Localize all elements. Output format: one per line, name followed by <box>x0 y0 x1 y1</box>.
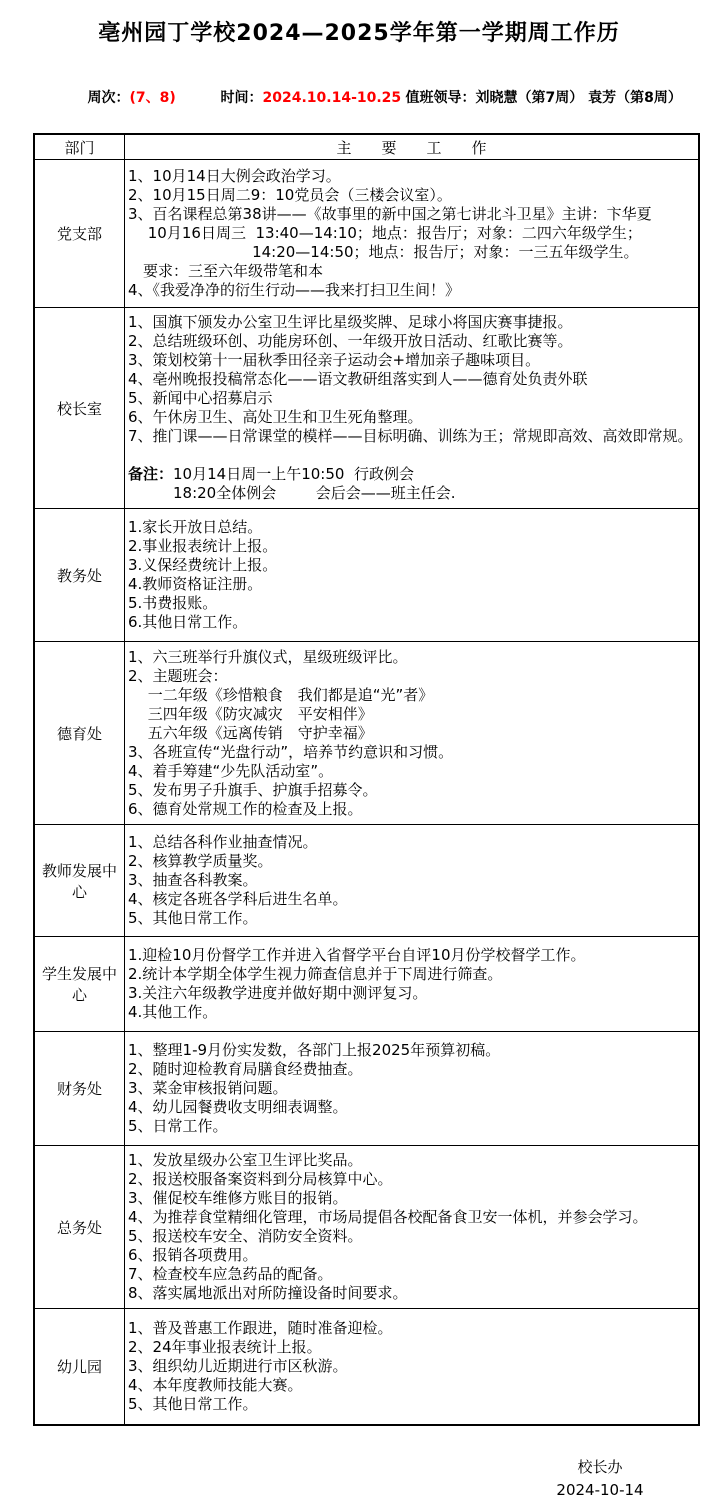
work-line: 4、着手筹建“少先队活动室”。 <box>128 761 334 780</box>
work-table <box>33 133 700 1426</box>
work-line: 3、菜金审核报销问题。 <box>128 1079 288 1097</box>
dept-cell: 教务处 <box>34 509 125 642</box>
work-line: 5、报送校车安全、消防安全资料。 <box>128 1227 363 1245</box>
work-line: 4、亳州晚报投稿常态化——语文教研组落实到人——德育处负责外联 <box>128 370 588 388</box>
work-cell <box>125 509 700 642</box>
work-cell <box>125 642 700 825</box>
dept-cell: 校长室 <box>34 308 125 509</box>
work-line: 1、发放星级办公室卫生评比奖品。 <box>128 1151 363 1169</box>
work-line: 6、午休房卫生、高处卫生和卫生死角整理。 <box>128 408 423 426</box>
work-cell <box>125 1032 700 1146</box>
work-line: 4、《我爱净净的衍生行动——我来打扫卫生间！》 <box>128 281 461 299</box>
work-line: 备注：10月14日周一上午10:50 行政例会 <box>128 465 414 483</box>
signature-date: 2024-10-14 <box>556 1481 644 1499</box>
work-line: 2、核算教学质量奖。 <box>128 852 273 870</box>
dept-cell: 教师发展中心 <box>34 825 125 937</box>
work-line: 4、本年度教师技能大赛。 <box>128 1376 303 1394</box>
work-line: 2.事业报表统计上报。 <box>128 537 278 555</box>
work-cell <box>125 308 700 509</box>
work-cell <box>125 825 700 937</box>
work-line: 4、幼儿园餐费收支明细表调整。 <box>128 1098 348 1116</box>
work-line: 6、报销各项费用。 <box>128 1246 258 1264</box>
work-line: 3、百名课程总第38讲——《故事里的新中国之第七讲北斗卫星》主讲：卞华夏 <box>128 205 652 223</box>
work-line: 4、为推荐食堂精细化管理，市场局提倡各校配备食卫安一体机，并参会学习。 <box>128 1208 648 1226</box>
work-line: 3.义保经费统计上报。 <box>128 556 278 574</box>
work-cell <box>125 937 700 1032</box>
week-label: 周次： <box>87 90 130 106</box>
work-line: 14:20—14:50；地点：报告厅；对象：一三五年级学生。 <box>128 243 639 261</box>
dept-cell: 德育处 <box>34 642 125 825</box>
duty-leaders <box>406 87 682 107</box>
week-value: (7、8) <box>129 90 176 106</box>
work-line: 3、各班宣传“光盘行动”，培养节约意识和习惯。 <box>128 742 454 761</box>
work-line: 三四年级《防灾减灾 平安相伴》 <box>128 704 373 723</box>
work-line: 4、核定各班各学科后进生名单。 <box>128 890 348 908</box>
work-line: 5、日常工作。 <box>128 1117 228 1135</box>
main-work-column-header: 主 要 工 作 <box>125 134 700 160</box>
work-line: 2、随时迎检教育局膳食经费抽查。 <box>128 1060 363 1078</box>
table-row <box>34 1309 699 1426</box>
work-line: 1、国旗下颁发办公室卫生评比星级奖牌、足球小将国庆赛事捷报。 <box>128 313 573 331</box>
dept-cell: 党支部 <box>34 160 125 308</box>
table-row <box>34 509 699 642</box>
work-line: 3、策划校第十一届秋季田径亲子运动会+增加亲子趣味项目。 <box>128 351 541 369</box>
work-line: 1、普及普惠工作跟进，随时准备迎检。 <box>128 1319 393 1337</box>
weekly-work-calendar-document <box>0 16 718 1502</box>
work-line: 7、检查校车应急药品的配备。 <box>128 1265 333 1283</box>
table-row <box>34 825 699 937</box>
work-line: 4.其他工作。 <box>128 1003 218 1021</box>
duty-value: 刘晓慧（第7周） 袁芳（第8周） <box>475 90 682 106</box>
table-row <box>34 937 699 1032</box>
work-line: 1、10月14日大例会政治学习。 <box>128 167 341 185</box>
work-line: 1、六三班举行升旗仪式，星级班级评比。 <box>128 647 408 666</box>
table-header <box>34 134 699 160</box>
work-line: 6、德育处常规工作的检查及上报。 <box>128 799 363 818</box>
work-line: 2、总结班级环创、功能房环创、一年级开放日活动、红歌比赛等。 <box>128 332 573 350</box>
note-label: 备注： <box>128 465 174 483</box>
table-row <box>34 1146 699 1309</box>
signing-office: 校长办 <box>577 1458 623 1476</box>
duty-label: 值班领导： <box>405 90 476 106</box>
work-line: 2、10月15日周二9：10党员会（三楼会议室）。 <box>128 186 452 204</box>
work-cell <box>125 1309 700 1426</box>
signature-block <box>540 1456 660 1502</box>
work-line: 18:20全体例会 会后会——班主任会. <box>128 484 456 502</box>
work-cell <box>125 160 700 308</box>
time-label: 时间： <box>220 90 263 106</box>
work-line: 4.教师资格证注册。 <box>128 575 263 593</box>
work-line: 3、组织幼儿近期进行市区秋游。 <box>128 1357 348 1375</box>
work-line: 2、24年事业报表统计上报。 <box>128 1338 322 1356</box>
page-title: 亳州园丁学校2024—2025学年第一学期周工作历 <box>98 21 620 46</box>
dept-cell: 学生发展中心 <box>34 937 125 1032</box>
work-line: 一二年级《珍惜粮食 我们都是追“光”者》 <box>128 685 434 704</box>
meta-row <box>68 71 718 123</box>
work-line: 1.迎检10月份督学工作并进入省督学平台自评10月份学校督学工作。 <box>128 946 586 964</box>
work-line: 5、其他日常工作。 <box>128 909 258 927</box>
work-line: 2、报送校服备案资料到分局核算中心。 <box>128 1170 393 1188</box>
work-line <box>128 446 694 465</box>
work-line: 6.其他日常工作。 <box>128 613 248 631</box>
table-row <box>34 1032 699 1146</box>
work-line: 3.关注六年级教学进度并做好期中测评复习。 <box>128 984 428 1002</box>
work-line: 5、新闻中心招募启示 <box>128 389 273 407</box>
header-row <box>34 134 699 160</box>
dept-column-header: 部门 <box>34 134 125 160</box>
work-line: 7、推门课——日常课堂的模样——目标明确、训练为王；常规即高效、高效即常规。 <box>128 427 693 445</box>
work-line: 10月16日周三 13:40—14:10；地点：报告厅；对象：二四六年级学生； <box>128 224 642 242</box>
dept-cell: 总务处 <box>34 1146 125 1309</box>
table-body <box>34 160 699 1426</box>
time-range <box>221 87 406 107</box>
dept-cell: 财务处 <box>34 1032 125 1146</box>
work-line: 1、整理1-9月份实发数，各部门上报2025年预算初稿。 <box>128 1041 501 1059</box>
table-row <box>34 642 699 825</box>
week-number <box>88 87 221 107</box>
table-row <box>34 308 699 509</box>
work-line: 3、催促校车维修方账目的报销。 <box>128 1189 348 1207</box>
work-line: 五六年级《远离传销 守护幸福》 <box>128 723 373 742</box>
work-line: 1、总结各科作业抽查情况。 <box>128 833 318 851</box>
table-row <box>34 160 699 308</box>
work-line: 2、主题班会： <box>128 666 228 685</box>
dept-cell: 幼儿园 <box>34 1309 125 1426</box>
work-cell <box>125 1146 700 1309</box>
time-value: 2024.10.14-10.25 <box>262 90 402 106</box>
work-line: 3、抽查各科教案。 <box>128 871 258 889</box>
work-line: 1.家长开放日总结。 <box>128 518 263 536</box>
work-line: 要求：三至六年级带笔和本 <box>128 262 324 280</box>
work-line: 2.统计本学期全体学生视力筛查信息并于下周进行筛查。 <box>128 965 503 983</box>
work-line: 5、发布男子升旗手、护旗手招募令。 <box>128 780 378 799</box>
work-line: 8、落实属地派出对所防撞设备时间要求。 <box>128 1284 408 1302</box>
work-line: 5.书费报账。 <box>128 594 218 612</box>
work-line: 5、其他日常工作。 <box>128 1395 258 1413</box>
